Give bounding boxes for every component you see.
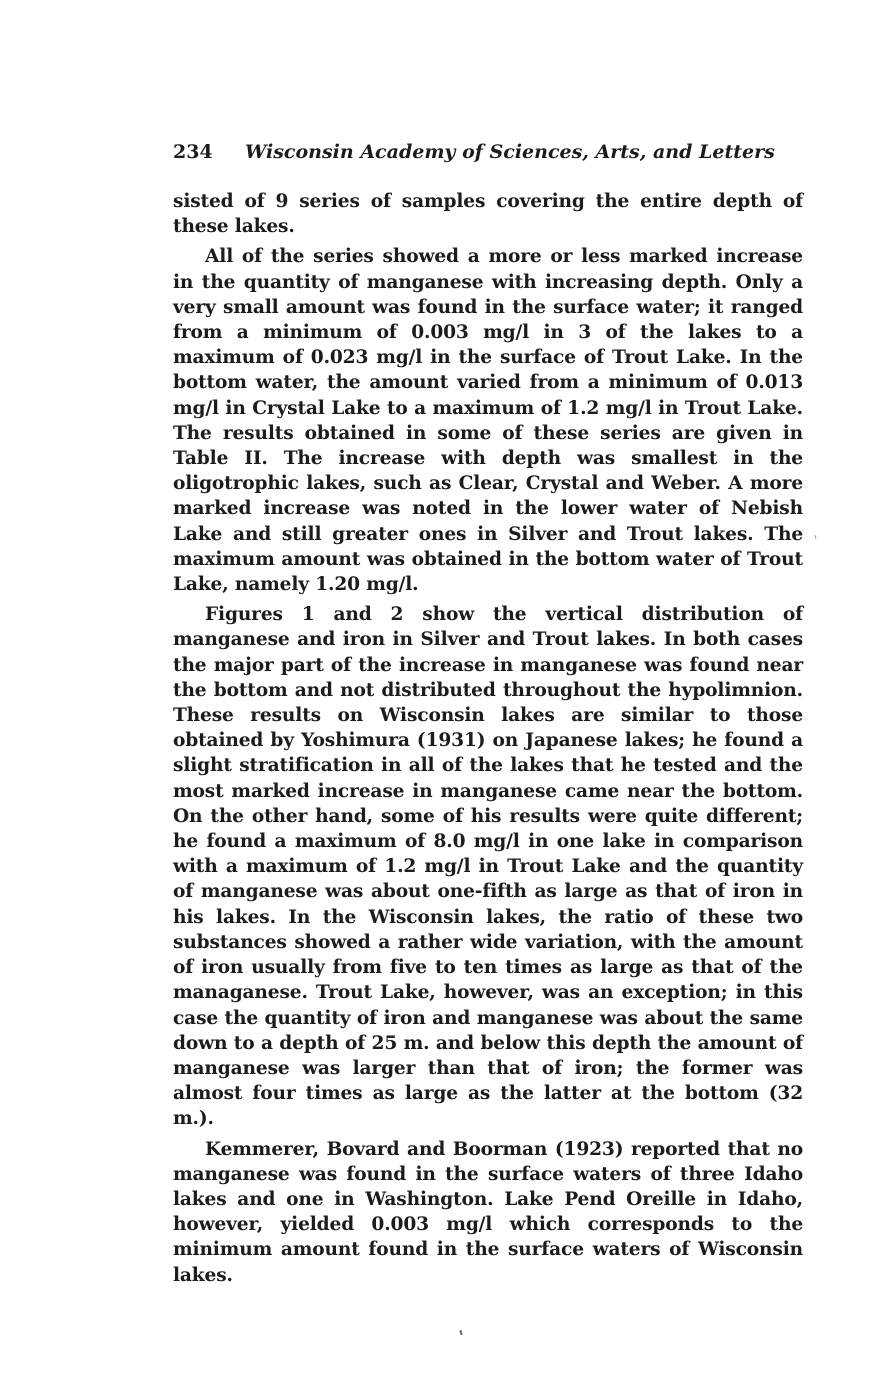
page-number: 234	[173, 141, 213, 163]
scan-speck	[459, 1330, 462, 1335]
running-head	[173, 139, 803, 165]
journal-title: Wisconsin Academy of Sciences, Arts, and Letters	[245, 141, 775, 163]
paragraph-vertical-distribution: Figures 1 and 2 show the vertical distribution of manganese and iron in Silver and Trout lakes. In both cases the major part of the increase in manganese was found near the bottom and not distributed throughout the hypolimnion. These results on Wisconsin lakes are similar to those obtained by Yoshimura (1931) on Japanese lakes; he found a slight stratification in all of the lakes that he tested and the most marked increase in manganese came near the bottom. On the other hand, some of his results were quite different; he found a maximum of 8.0 mg/l in one lake in comparison with a maximum of 1.2 mg/l in Trout Lake and the quantity of manganese was about one-fifth as large as that of iron in his lakes. In the Wisconsin lakes, the ratio of these two substances showed a rather wide variation, with the amount of iron usually from five to ten times as large as that of the managanese. Trout Lake, however, was an exception; in this case the quantity of iron and manganese was about the same down to a depth of 25 m. and below this depth the amount of manganese was larger than that of iron; the former was almost four times as large as the latter at the bottom (32 m.).	[173, 604, 803, 1130]
paragraph-continuation: sisted of 9 series of samples covering the entire depth of these lakes.	[173, 191, 803, 238]
paragraph-idaho-lakes: Kemmerer, Bovard and Boorman (1923) reported that no manganese was found in the surface waters of three Idaho lakes and one in Washington. Lake Pend Oreille in Idaho, however, yielded 0.003 mg/l which corresponds to the minimum amount found in the surface waters of Wisconsin lakes.	[173, 1138, 803, 1286]
scan-speck-margin	[814, 535, 816, 539]
paragraph-manganese-increase: All of the series showed a more or less marked increase in the quantity of manganese with increasing depth. Only a very small amount was found in the surface water; it ranged from a minimum of 0.003 mg/l in 3 of the lakes to a maximum of 0.023 mg/l in the surface of Trout Lake. In the bottom water, the amount varied from a minimum of 0.013 mg/l in Crystal Lake to a maximum of 1.2 mg/l in Trout Lake. The results obtained in some of these series are given in Table II. The increase with depth was smallest in the oligotrophic lakes, such as Clear, Crystal and Weber. A more marked increase was noted in the lower water of Nebish Lake and still greater ones in Silver and Trout lakes. The maximum amount was obtained in the bottom water of Trout Lake, namely 1.20 mg/l.	[173, 246, 803, 596]
page-content	[173, 139, 803, 1288]
